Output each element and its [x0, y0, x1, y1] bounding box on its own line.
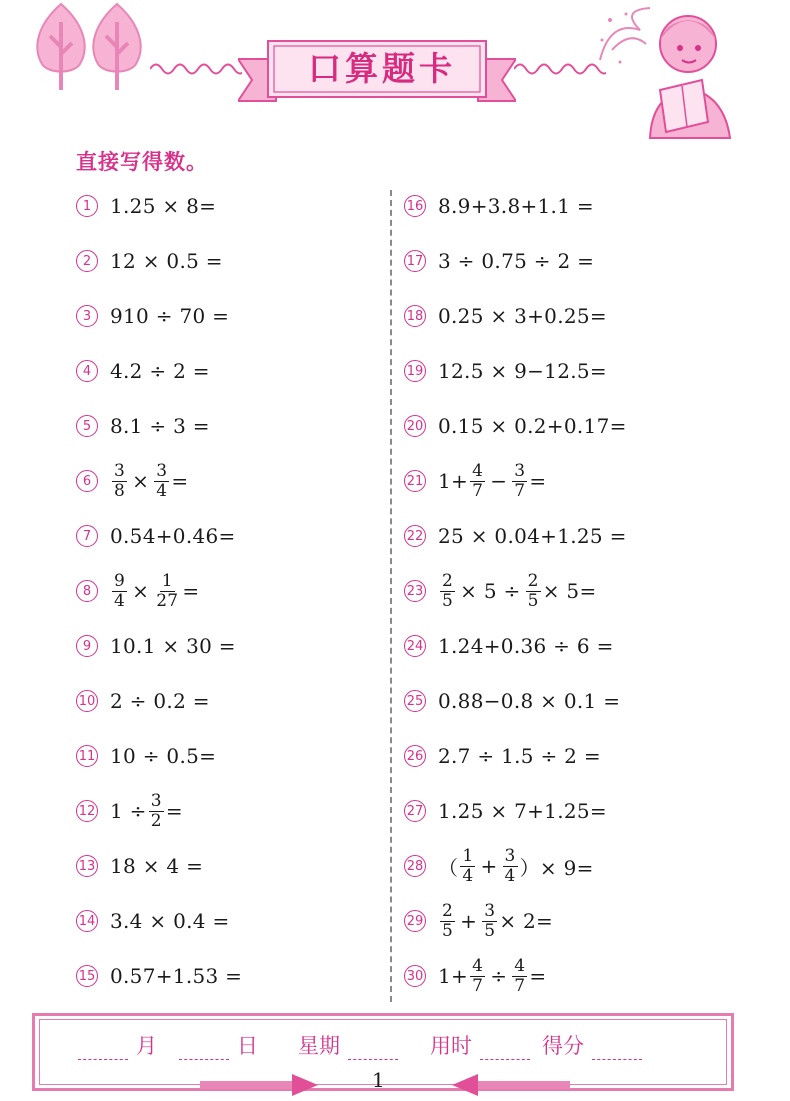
fraction-denominator: 5 [527, 590, 539, 611]
problem-number: 3 [76, 305, 98, 327]
tree-icon [30, 2, 92, 92]
fraction-numerator: 1 [161, 570, 173, 591]
problem-number: 25 [404, 690, 426, 712]
arrow-left-icon [452, 1074, 570, 1096]
problem-row [404, 296, 607, 336]
problem-number: 6 [76, 470, 98, 492]
fraction-numerator: 2 [527, 570, 539, 591]
expression-text: 10.1 × 30 = [110, 634, 236, 658]
fraction-denominator: 7 [472, 480, 484, 501]
operator: − [490, 469, 508, 493]
problem-expression [110, 634, 236, 658]
problem-number: 1 [76, 195, 98, 217]
operator: × [132, 579, 150, 603]
problem-number: 5 [76, 415, 98, 437]
problem-expression [110, 854, 203, 878]
problem-expression [438, 304, 607, 328]
problem-row [404, 901, 553, 941]
problem-expression [110, 194, 216, 218]
problem-row [404, 956, 546, 996]
wavy-line-decoration [150, 58, 242, 80]
problem-expression [438, 462, 546, 501]
operator: + [460, 909, 478, 933]
problem-row [404, 736, 601, 776]
fraction [482, 902, 497, 941]
fraction-denominator: 5 [484, 920, 496, 941]
problem-expression [438, 634, 614, 658]
page-number: 1 [372, 1068, 385, 1092]
problem-expression [110, 744, 216, 768]
problem-expression [438, 689, 620, 713]
fraction [440, 572, 455, 611]
problem-expression [438, 957, 546, 996]
time-blank[interactable] [480, 1039, 530, 1060]
problem-number: 24 [404, 635, 426, 657]
fraction [470, 462, 485, 501]
fraction [440, 902, 455, 941]
problem-number: 29 [404, 910, 426, 932]
problem-number: 28 [404, 855, 426, 877]
problem-expression [438, 194, 594, 218]
expression-text: 3 ÷ 0.75 ÷ 2 = [438, 249, 595, 273]
fraction [112, 462, 127, 501]
problem-row [76, 901, 230, 941]
expression-text: 25 × 0.04+1.25 = [438, 524, 627, 548]
expression-text: 910 ÷ 70 = [110, 304, 230, 328]
problem-row [76, 406, 210, 446]
problem-row [76, 846, 203, 886]
problem-number: 26 [404, 745, 426, 767]
problem-number: 12 [76, 800, 98, 822]
problem-row [76, 956, 242, 996]
expression-text: × 5= [542, 579, 597, 603]
fraction-numerator: 9 [114, 570, 126, 591]
problem-expression [110, 249, 223, 273]
problem-number: 16 [404, 195, 426, 217]
page-title: 口算题卡 [308, 48, 456, 88]
problem-expression [438, 799, 607, 823]
fraction-denominator: 27 [156, 590, 179, 611]
problem-expression [438, 249, 594, 273]
problem-row [76, 516, 236, 556]
problem-row [404, 571, 597, 611]
problem-expression [110, 304, 229, 328]
problem-expression [438, 524, 627, 548]
expression-text: 2.7 ÷ 1.5 ÷ 2 = [438, 744, 601, 768]
fraction-numerator: 4 [472, 955, 484, 976]
expression-text: 1+ [438, 469, 469, 493]
problem-expression [110, 689, 210, 713]
problem-number: 15 [76, 965, 98, 987]
problem-expression [438, 414, 627, 438]
expression-text: 12 × 0.5 = [110, 249, 223, 273]
problem-expression [110, 414, 210, 438]
fraction [154, 462, 169, 501]
operator: × [132, 469, 150, 493]
problem-number: 20 [404, 415, 426, 437]
fraction-denominator: 2 [150, 810, 162, 831]
month-blank[interactable] [78, 1039, 128, 1060]
fraction-numerator: 1 [462, 845, 474, 866]
problem-number: 23 [404, 580, 426, 602]
problem-number: 27 [404, 800, 426, 822]
problem-row [76, 571, 199, 611]
fraction [149, 792, 164, 831]
expression-text: = [165, 799, 183, 823]
fraction-denominator: 7 [514, 975, 526, 996]
expression-text: 0.57+1.53 = [110, 964, 243, 988]
problem-row [76, 296, 229, 336]
expression-text: 10 ÷ 0.5= [110, 744, 217, 768]
expression-text: 4.2 ÷ 2 = [110, 359, 210, 383]
expression-text: （ [438, 855, 459, 880]
arrow-right-icon [200, 1074, 318, 1096]
problem-expression [438, 572, 597, 611]
problem-expression [438, 359, 607, 383]
problem-row [76, 736, 216, 776]
expression-text: = [529, 964, 547, 988]
problem-number: 8 [76, 580, 98, 602]
expression-text: 1.24+0.36 ÷ 6 = [438, 634, 614, 658]
problem-row [76, 791, 183, 831]
problem-expression [438, 847, 594, 886]
fraction-denominator: 4 [504, 865, 516, 886]
fraction-denominator: 4 [114, 590, 126, 611]
problem-expression [110, 792, 183, 831]
problem-row [404, 461, 546, 501]
problem-expression [110, 462, 188, 501]
weekday-label: 星期 [298, 1034, 340, 1058]
expression-text: 2 ÷ 0.2 = [110, 689, 210, 713]
problem-expression [110, 524, 236, 548]
operator: ÷ [490, 964, 508, 988]
problem-row [76, 461, 188, 501]
problem-row [404, 626, 614, 666]
fraction-denominator: 7 [514, 480, 526, 501]
problem-number: 18 [404, 305, 426, 327]
problem-number: 14 [76, 910, 98, 932]
problem-row [76, 241, 223, 281]
problem-row [76, 681, 210, 721]
problem-number: 7 [76, 525, 98, 547]
expression-text: = [529, 469, 547, 493]
fraction-numerator: 2 [442, 900, 454, 921]
tree-icon [86, 2, 148, 92]
fraction-denominator: 7 [472, 975, 484, 996]
fraction-denominator: 4 [156, 480, 168, 501]
problem-number: 21 [404, 470, 426, 492]
expression-text: 12.5 × 9−12.5= [438, 359, 607, 383]
fraction-denominator: 5 [442, 590, 454, 611]
problem-row [404, 241, 594, 281]
problem-expression [438, 902, 553, 941]
problem-number: 10 [76, 690, 98, 712]
fraction-denominator: 8 [114, 480, 126, 501]
problem-row [404, 791, 607, 831]
problem-row [404, 516, 627, 556]
problem-row [76, 351, 210, 391]
problem-number: 2 [76, 250, 98, 272]
expression-text: 8.9+3.8+1.1 = [438, 194, 594, 218]
day-label: 日 [237, 1034, 258, 1058]
expression-text: 8.1 ÷ 3 = [110, 414, 210, 438]
expression-text: = [182, 579, 200, 603]
problem-number: 19 [404, 360, 426, 382]
problem-expression [438, 744, 601, 768]
fraction [526, 572, 541, 611]
expression-text: 0.54+0.46= [110, 524, 236, 548]
problem-row [76, 186, 216, 226]
problem-row [404, 351, 607, 391]
expression-text: × 2= [499, 909, 554, 933]
expression-text: 1 ÷ [110, 799, 147, 823]
expression-text: 3.4 × 0.4 = [110, 909, 230, 933]
expression-text: 1+ [438, 964, 469, 988]
problem-number: 17 [404, 250, 426, 272]
time-label: 用时 [430, 1034, 472, 1058]
expression-text: 0.15 × 0.2+0.17= [438, 414, 627, 438]
problem-row [404, 186, 594, 226]
fraction-numerator: 4 [514, 955, 526, 976]
problem-row [404, 681, 620, 721]
expression-text: = [171, 469, 189, 493]
score-blank[interactable] [592, 1039, 642, 1060]
month-label: 月 [136, 1034, 157, 1058]
fraction-numerator: 3 [484, 900, 496, 921]
day-blank[interactable] [179, 1039, 229, 1060]
problem-number: 30 [404, 965, 426, 987]
problem-expression [110, 359, 210, 383]
footer-record-line [70, 1030, 720, 1060]
fraction [503, 847, 518, 886]
fraction-numerator: 3 [514, 460, 526, 481]
problem-row [404, 846, 594, 886]
girl-reading-illustration [590, 0, 740, 140]
fraction [512, 462, 527, 501]
fraction [512, 957, 527, 996]
fraction-numerator: 3 [156, 460, 168, 481]
expression-text: 0.25 × 3+0.25= [438, 304, 607, 328]
fraction-numerator: 3 [504, 845, 516, 866]
problem-number: 22 [404, 525, 426, 547]
expression-text: 1.25 × 8= [110, 194, 217, 218]
problem-number: 9 [76, 635, 98, 657]
problem-number: 11 [76, 745, 98, 767]
operator: + [480, 854, 498, 878]
problem-expression [110, 572, 199, 611]
instruction-text: 直接写得数。 [76, 150, 208, 174]
problem-number: 4 [76, 360, 98, 382]
fraction [154, 572, 180, 611]
fraction-numerator: 3 [114, 460, 126, 481]
column-divider [390, 190, 392, 1002]
problem-expression [110, 909, 230, 933]
fraction-denominator: 5 [442, 920, 454, 941]
problem-expression [110, 964, 242, 988]
fraction-numerator: 4 [472, 460, 484, 481]
fraction-numerator: 3 [150, 790, 162, 811]
expression-text: ）× 9= [519, 855, 594, 880]
fraction [112, 572, 127, 611]
problem-row [404, 406, 627, 446]
problem-row [76, 626, 236, 666]
operator: × 5 ÷ [460, 579, 521, 603]
problem-number: 13 [76, 855, 98, 877]
score-label: 得分 [542, 1034, 584, 1058]
weekday-blank[interactable] [348, 1039, 398, 1060]
fraction [470, 957, 485, 996]
expression-text: 18 × 4 = [110, 854, 204, 878]
expression-text: 0.88−0.8 × 0.1 = [438, 689, 621, 713]
fraction-numerator: 2 [442, 570, 454, 591]
fraction-denominator: 4 [462, 865, 474, 886]
expression-text: 1.25 × 7+1.25= [438, 799, 607, 823]
fraction [460, 847, 475, 886]
